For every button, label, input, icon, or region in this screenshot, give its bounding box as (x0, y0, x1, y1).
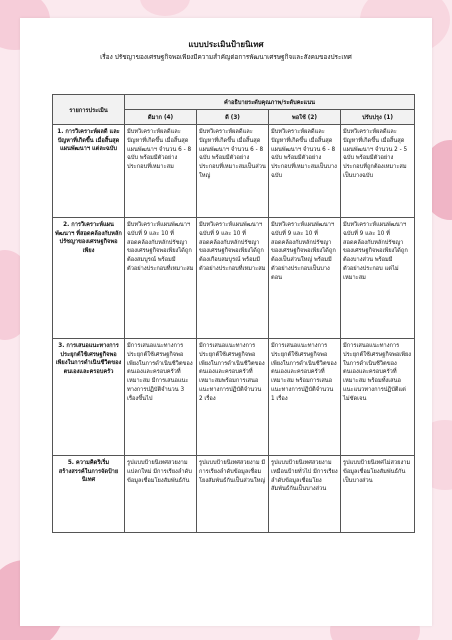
level-header: ปรับปรุง (1) (341, 110, 415, 125)
item-column-header: รายการประเมิน (53, 95, 125, 125)
level-header: ดีมาก (4) (125, 110, 197, 125)
level-header: ดี (3) (197, 110, 269, 125)
criterion-description: มีบทวิเคราะห์ผลดีและปัญหาที่เกิดขึ้น เมื่อสิ้นสุดแผนพัฒนาฯ จำนวน 6 - 8 ฉบับ พร้อมมีตัวอย่างประกอบที่เหมาะสมเป็นบางฉบับ (269, 125, 341, 218)
criterion-description: รูปแบบป้ายนิเทศสวยงามเหมือนป้ายทั่วไป มีการเรียงลำดับข้อมูลเชื่อมโยงสัมพันธ์กันเป็นบางส่วน (269, 456, 341, 533)
criterion-description: มีการเสนอแนะทางการประยุกต์ใช้เศรษฐกิจพอเพียงในการดำเนินชีวิตของตนเองและครอบครัวที่เหมาะสม พร้อมการเสนอแนะทางการปฏิบัติจำนวน 1 เรื่อง (269, 339, 341, 456)
level-header: พอใช้ (2) (269, 110, 341, 125)
criterion-description: มีบทวิเคราะห์ผลดีและปัญหาที่เกิดขึ้น เมื่อสิ้นสุดแผนพัฒนาฯ จำนวน 6 - 8 ฉบับ พร้อมมีตัวอย่างประกอบที่เหมาะสมเป็นส่วนใหญ่ (197, 125, 269, 218)
level-group-header: คำอธิบายระดับคุณภาพ/ระดับคะแนน (125, 95, 415, 110)
rubric-table (52, 94, 415, 533)
criterion-description: มีบทวิเคราะห์แผนพัฒนาฯฉบับที่ 9 และ 10 ที่สอดคล้องกับหลักปรัชญาของเศรษฐกิจพอเพียงได้ถูกต้องเป็นส่วนใหญ่ พร้อมมีตัวอย่างประกอบเป็นบางตอน (269, 218, 341, 339)
table-row (53, 125, 415, 218)
table-row (53, 218, 415, 339)
document-subtitle: เรื่อง ปรัชญาของเศรษฐกิจพอเพียงมีความสำคัญต่อการพัฒนาเศรษฐกิจและสังคมของประเทศ (100, 53, 352, 61)
criterion-label: 3. การเสนอแนะทางการประยุกต์ใช้เศรษฐกิจพอเพียงในการดำเนินชีวิตของตนเองและครอบครัว (53, 339, 125, 456)
criterion-description: รูปแบบป้ายนิเทศไม่สวยงาม ข้อมูลเชื่อมโยงสัมพันธ์กันเป็นบางส่วน (341, 456, 415, 533)
criterion-description: มีบทวิเคราะห์แผนพัฒนาฯฉบับที่ 9 และ 10 ที่สอดคล้องกับหลักปรัชญาของเศรษฐกิจพอเพียงได้ถูกต้องบางส่วน พร้อมมีตัวอย่างประกอบ แต่ไม่เหมาะสม (341, 218, 415, 339)
criterion-description: มีบทวิเคราะห์แผนพัฒนาฯฉบับที่ 9 และ 10 ที่สอดคล้องกับหลักปรัชญาของเศรษฐกิจพอเพียงได้ถูกต้องสมบูรณ์ พร้อมมีตัวอย่างประกอบที่เหมาะสม (125, 218, 197, 339)
document-title: แบบประเมินป้ายนิเทศ (188, 40, 264, 49)
criterion-description: มีบทวิเคราะห์แผนพัฒนาฯฉบับที่ 9 และ 10 ที่สอดคล้องกับหลักปรัชญาของเศรษฐกิจพอเพียงได้ถูกต้องเกือบสมบูรณ์ พร้อมมีตัวอย่างประกอบที่เหมาะสม (197, 218, 269, 339)
criterion-label: 1. การวิเคราะห์ผลดี และปัญหาที่เกิดขึ้น เมื่อสิ้นสุด แผนพัฒนาฯ แต่ละฉบับ (53, 125, 125, 218)
table-header-row (53, 95, 415, 110)
criterion-description: รูปแบบป้ายนิเทศสวยงาม แปลกใหม่ มีการเรียงลำดับข้อมูลเชื่อมโยงสัมพันธ์กัน (125, 456, 197, 533)
criterion-description: มีการเสนอแนะทางการประยุกต์ใช้เศรษฐกิจพอเพียงในการดำเนินชีวิตของตนเองและครอบครัวที่เหมาะสมพร้อมการเสนอแนะทางการปฏิบัติจำนวน 2 เรื่อง (197, 339, 269, 456)
table-row (53, 456, 415, 533)
criterion-description: รูปแบบป้ายนิเทศสวยงาม มีการเรียงลำดับข้อมูลเชื่อมโยงสัมพันธ์กันเป็นส่วนใหญ่ (197, 456, 269, 533)
criterion-description: มีบทวิเคราะห์ผลดีและปัญหาที่เกิดขึ้น เมื่อสิ้นสุดแผนพัฒนาฯ จำนวน 2 - 5 ฉบับ พร้อมมีตัวอย่างประกอบที่ถูกต้องเหมาะสมเป็นบางฉบับ (341, 125, 415, 218)
criterion-label: 2. การวิเคราะห์แผนพัฒนาฯ ที่สอดคล้องกับหลักปรัชญาของเศรษฐกิจพอเพียง (53, 218, 125, 339)
criterion-label: 5. ความคิดริเริ่มสร้างสรรค์ในการจัดป้ายนิเทศ (53, 456, 125, 533)
criterion-description: มีการเสนอแนะทางการประยุกต์ใช้เศรษฐกิจพอเพียงในการดำเนินชีวิตของตนเองและครอบครัวที่เหมาะสม พร้อมทั้งเสนอแนะแนวทางการปฏิบัติแต่ไม่ชัดเจน (341, 339, 415, 456)
criterion-description: มีบทวิเคราะห์ผลดีและปัญหาที่เกิดขึ้น เมื่อสิ้นสุดแผนพัฒนาฯ จำนวน 6 - 8 ฉบับ พร้อมมีตัวอย่างประกอบที่เหมาะสม (125, 125, 197, 218)
criterion-description: มีการเสนอแนะทางการประยุกต์ใช้เศรษฐกิจพอเพียงในการดำเนินชีวิตของตนเองและครอบครัวที่เหมาะสม มีการเสนอแนะทางการปฏิบัติจำนวน 3 เรื่องขึ้นไป (125, 339, 197, 456)
table-row (53, 339, 415, 456)
